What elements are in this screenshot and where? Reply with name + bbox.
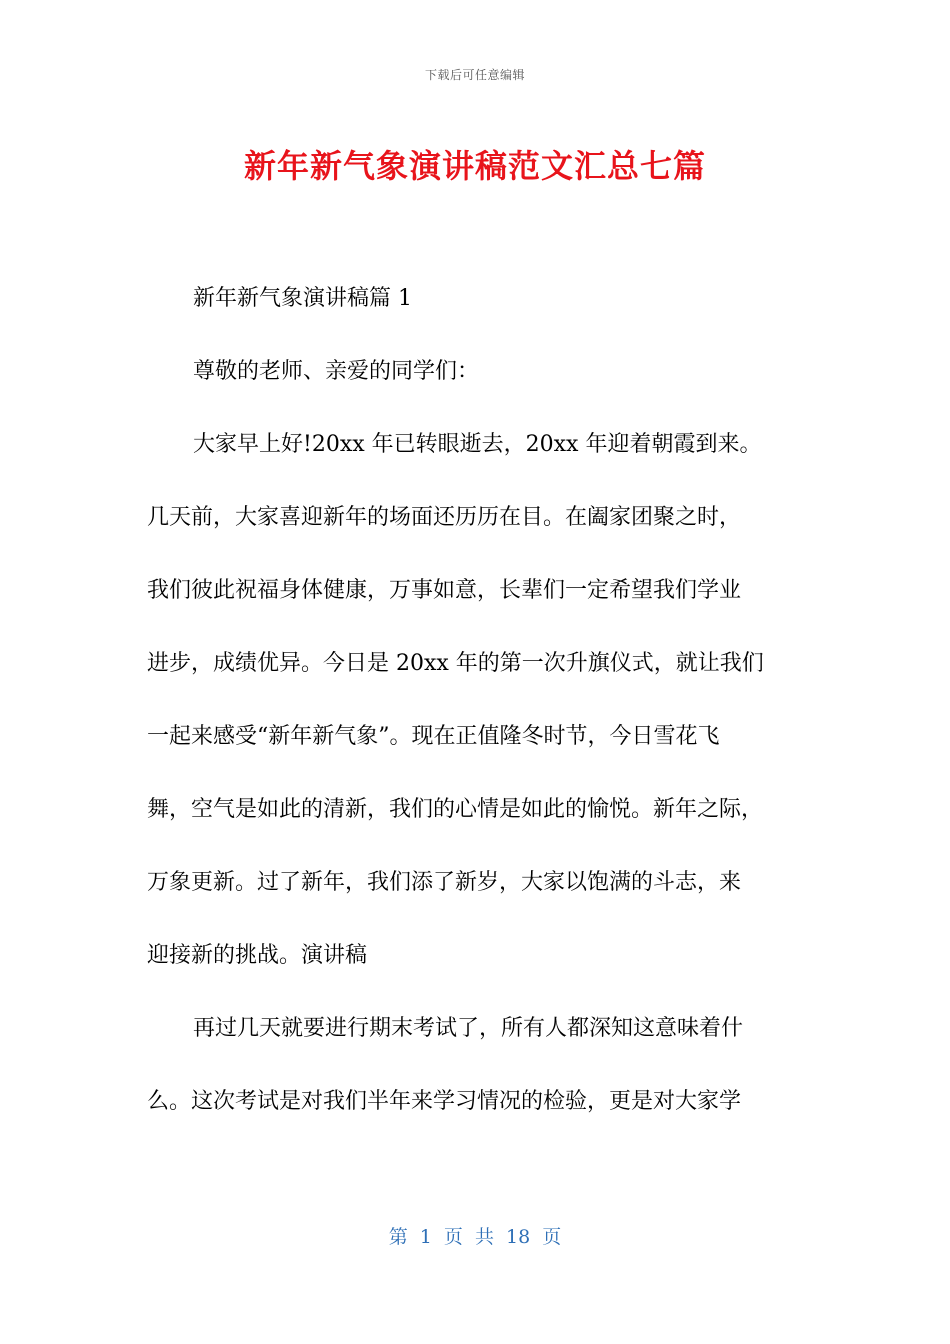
document-title: 新年新气象演讲稿范文汇总七篇 (243, 147, 706, 185)
paragraph-line: 万象更新。过了新年，我们添了新岁，大家以饱满的斗志，来 (147, 870, 742, 895)
header-note: 下载后可任意编辑 (424, 68, 525, 82)
paragraph-line: 再过几天就要进行期末考试了，所有人都深知这意味着什 (193, 1016, 744, 1041)
paragraph-line: 进步，成绩优异。今日是 20xx 年的第一次升旗仪式，就让我们 (147, 651, 764, 676)
page-number: 第 1 页 共 18 页 (388, 1226, 562, 1248)
paragraph-line: 几天前，大家喜迎新年的场面还历历在目。在阖家团聚之时， (147, 505, 742, 530)
paragraph-line: 我们彼此祝福身体健康，万事如意，长辈们一定希望我们学业 (147, 578, 742, 603)
paragraph-line: 舞，空气是如此的清新，我们的心情是如此的愉悦。新年之际， (147, 797, 764, 822)
paragraph-line: 一起来感受“新年新气象”。现在正值隆冬时节，今日雪花飞 (147, 724, 720, 749)
salutation: 尊敬的老师、亲爱的同学们： (193, 359, 480, 384)
paragraph-line: 么。这次考试是对我们半年来学习情况的检验，更是对大家学 (147, 1089, 742, 1114)
section-heading: 新年新气象演讲稿篇 1 (193, 286, 412, 311)
document-body (147, 262, 807, 1138)
paragraph-line: 迎接新的挑战。演讲稿 (147, 943, 368, 968)
paragraph-line: 大家早上好!20xx 年已转眼逝去，20xx 年迎着朝霞到来。 (193, 432, 762, 457)
